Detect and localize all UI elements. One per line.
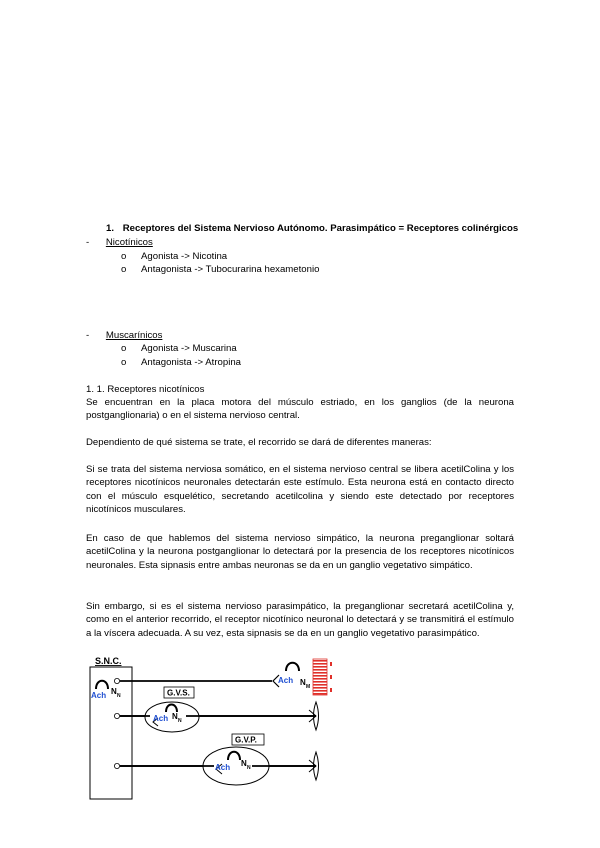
list-item-text: Antagonista -> Tubocurarina hexametonio bbox=[141, 264, 320, 275]
ach-label: Ach bbox=[91, 691, 107, 700]
list-item-text: Agonista -> Muscarina bbox=[141, 343, 237, 354]
list-item-text: Agonista -> Nicotina bbox=[141, 251, 228, 262]
gvp-label: G.V.P. bbox=[235, 735, 257, 745]
m-subscript: M bbox=[306, 684, 311, 690]
n-subscript: N bbox=[117, 693, 121, 699]
muscarinicos-dash: - bbox=[86, 330, 90, 341]
paragraph: Sin embargo, si es el sistema nervioso parasimpático, la preganglionar secretará acetilColina y, como en el anterior recorrido, el receptor nicotínico neuronal lo detectará y se transmitirá el estímulo a la víscera adecuada. A su vez, esta sipnasis se da en un ganglio vegetativo parasimpático. bbox=[86, 601, 514, 639]
bullet-icon: o bbox=[121, 343, 127, 354]
heading-title: Receptores del Sistema Nervioso Autónomo. Parasimpático = Receptores colinérgicos bbox=[122, 223, 519, 234]
muscle-mark bbox=[330, 662, 332, 666]
neuron-soma-icon bbox=[114, 678, 119, 683]
heading-number: 1. bbox=[106, 223, 115, 234]
bullet-icon: o bbox=[121, 357, 127, 368]
subsection-title: 1. 1. Receptores nicotínicos bbox=[86, 384, 205, 395]
muscle-mark bbox=[330, 675, 332, 679]
ach-label: Ach bbox=[278, 676, 294, 685]
bullet-icon: o bbox=[121, 251, 127, 262]
nicotinicos-dash: - bbox=[86, 237, 90, 248]
snc-label: S.N.C. bbox=[95, 656, 122, 666]
paragraph: Se encuentran en la placa motora del músculo estriado, en los ganglios (de la neurona postganglionaria) o en el sistema nervioso central. bbox=[86, 397, 514, 422]
n-subscript: N bbox=[247, 765, 251, 771]
paragraph: En caso de que hablemos del sistema nervioso simpático, la neurona preganglionar soltará acetilColina y la neurona postganglionar lo detectará por la presencia de los receptores nicotínicos neuronales. Esta sipnasis entre ambas neuronas se da en un ganglio vegetativo simpático. bbox=[86, 533, 514, 571]
gvs-label: G.V.S. bbox=[167, 688, 190, 698]
neuron-soma-icon bbox=[114, 763, 119, 768]
skeletal-muscle-icon bbox=[313, 659, 327, 695]
paragraph: Si se trata del sistema nerviosa somático, en el sistema nervioso central se libera acetilColina y los receptores nicotínicos neuronales detectarán este estímulo. Esta neurona está en contacto directo con el músculo esquelético, secretando acetilcolina y siendo este detectado por receptores nicotínicos musculares. bbox=[86, 464, 514, 516]
n-subscript: N bbox=[178, 718, 182, 724]
ach-label: Ach bbox=[215, 763, 231, 772]
bullet-icon: o bbox=[121, 264, 127, 275]
n-symbol: N bbox=[172, 712, 178, 721]
curved-arrow-icon bbox=[286, 663, 299, 671]
nicotinicos-label: Nicotínicos bbox=[105, 237, 153, 248]
n-symbol: N bbox=[111, 687, 117, 696]
neuron-soma-icon bbox=[114, 713, 119, 718]
list-item-text: Antagonista -> Atropina bbox=[141, 357, 242, 368]
muscle-receptor bbox=[278, 663, 310, 690]
muscarinicos-label: Muscarínicos bbox=[105, 330, 163, 341]
n-symbol: N bbox=[300, 678, 306, 687]
paragraph: Dependiento de qué sistema se trate, el recorrido se dará de diferentes maneras: bbox=[86, 437, 432, 448]
n-symbol: N bbox=[241, 759, 247, 768]
muscle-mark bbox=[330, 688, 332, 692]
ach-label: Ach bbox=[153, 714, 169, 723]
